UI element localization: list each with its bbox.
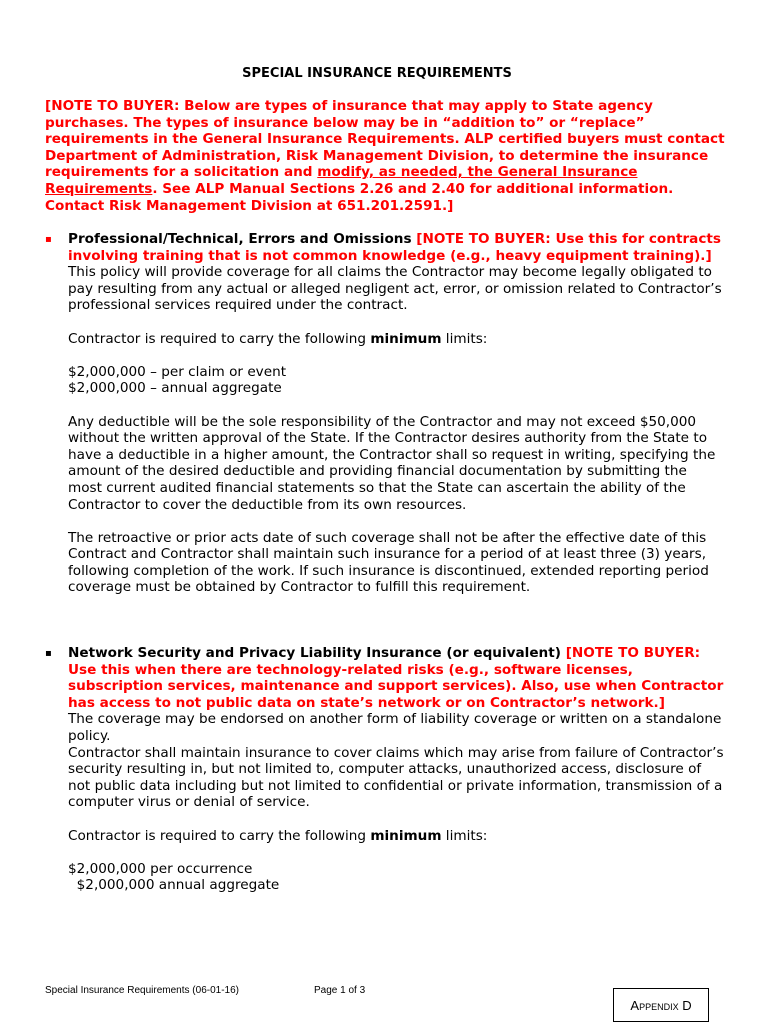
appendix-box xyxy=(613,988,709,1022)
deductible-paragraph: Any deductible will be the sole responsibility of the Contractor and may not exceed $50,000 without the written approval of the State. If the Contractor desires authority from the State to have a deductible in a higher amount, the Contractor shall so request in writing, specifying the amount of the desired deductible and providing financial documentation by submitting the most current audited financial statements so that the State can ascertain the ability of the Contractor to cover the deductible from its own resources. xyxy=(68,413,716,513)
coverage-description: The coverage may be endorsed on another form of liability coverage or written on a standalone policy. xyxy=(68,711,722,744)
limit-per-claim: $2,000,000 – per claim or event xyxy=(68,363,287,380)
intro-note-part2: . See ALP Manual Sections 2.26 and 2.40 for additional information. Contact Risk Management Division at 651.201.2591.] xyxy=(45,180,674,214)
section-heading: Network Security and Privacy Liability Insurance (or equivalent) xyxy=(68,645,566,661)
buyer-note: [NOTE TO BUYER: Use this when there are technology-related risks (e.g., software licenses, subscription services, maintenance and support services). Also, use when Contractor has access to not public data on state’s network or on Contractor’s network.] xyxy=(68,645,724,711)
intro-note-underlined: modify, as needed, the General Insurance Requirements xyxy=(45,164,638,197)
intro-note xyxy=(45,98,725,214)
bullet-icon: ▪ xyxy=(45,234,52,245)
section-body xyxy=(68,231,725,596)
section-body xyxy=(68,645,725,894)
footer-doc-id: Special Insurance Requirements (06-01-16) xyxy=(45,985,239,996)
limit-aggregate: $2,000,000 annual aggregate xyxy=(68,877,280,894)
bullet-icon: ▪ xyxy=(45,648,52,659)
buyer-note: [NOTE TO BUYER: Use this for contracts involving training that is not common knowledge (e.g., heavy equipment training).] xyxy=(68,231,721,264)
section-professional-technical xyxy=(45,231,725,596)
limit-per-occurrence: $2,000,000 per occurrence xyxy=(68,860,253,877)
retroactive-paragraph: The retroactive or prior acts date of such coverage shall not be after the effective date of this Contract and Contractor shall maintain such insurance for a period of at least three (3) years, following completion of the work. If such insurance is discontinued, extended reporting period coverage must be obtained by Contractor to fulfill this requirement. xyxy=(68,529,709,596)
coverage-claims: Contractor shall maintain insurance to cover claims which may arise from failure of Contractor’s security resulting in, but not limited to, computer attacks, unauthorized access, disclosure of not public data including but not limited to confidential or private information, transmission of a computer virus or denial of service. xyxy=(68,744,724,811)
coverage-description: This policy will provide coverage for all claims the Contractor may become legally obligated to pay resulting from any actual or alleged negligent act, error, or omission related to Contractor’s professional services required under the contract. xyxy=(68,264,722,314)
appendix-label: Appendix D xyxy=(630,997,692,1013)
limits-intro: Contractor is required to carry the following minimum limits: xyxy=(68,330,488,347)
limits-intro: Contractor is required to carry the following minimum limits: xyxy=(68,827,488,844)
intro-note-part1: [NOTE TO BUYER: Below are types of insurance that may apply to State agency purchases. The types of insurance below may be in “addition to” or “replace” requirements in the General Insurance Requirements. ALP certified buyers must contact Department of Administration, Risk Management Division, to determine the insurance requirements for a solicitation and xyxy=(45,98,725,181)
section-network-security xyxy=(45,645,725,894)
footer-page-number: Page 1 of 3 xyxy=(314,985,366,996)
section-heading: Professional/Technical, Errors and Omissions xyxy=(68,231,417,247)
limit-aggregate: $2,000,000 – annual aggregate xyxy=(68,380,282,397)
page-title: SPECIAL INSURANCE REQUIREMENTS xyxy=(242,66,512,81)
